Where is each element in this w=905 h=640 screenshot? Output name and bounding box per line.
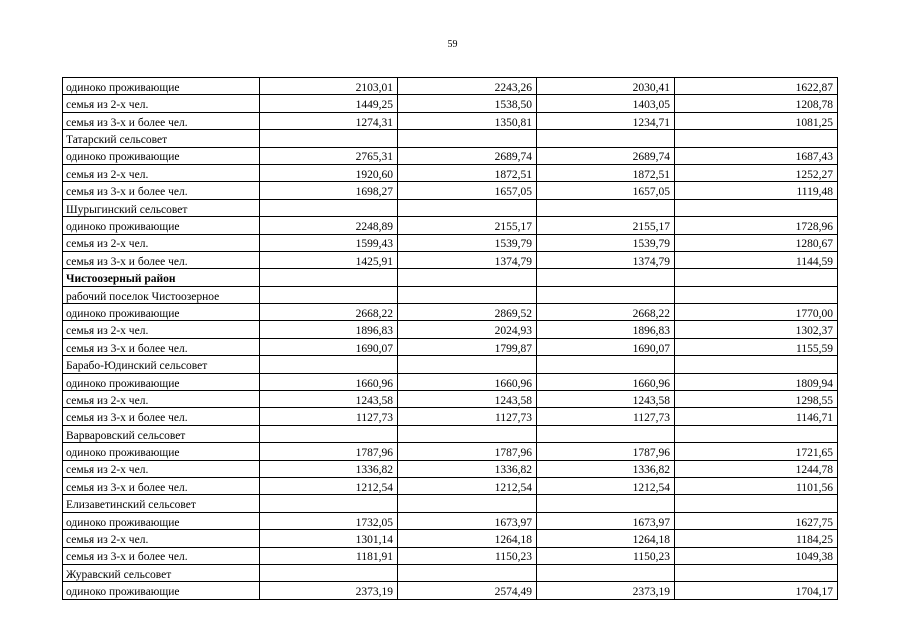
section-header-row bbox=[63, 564, 838, 581]
value-cell: 1336,82 bbox=[537, 460, 675, 477]
value-cell: 2155,17 bbox=[537, 217, 675, 234]
cost-table bbox=[62, 77, 838, 600]
row-label: семья из 3-х и более чел. bbox=[63, 477, 260, 494]
value-cell: 1264,18 bbox=[537, 530, 675, 547]
value-cell: 1243,58 bbox=[537, 391, 675, 408]
value-cell: 1622,87 bbox=[675, 78, 838, 95]
value-cell: 1787,96 bbox=[260, 443, 398, 460]
value-cell: 1660,96 bbox=[537, 373, 675, 390]
value-cell: 1539,79 bbox=[398, 234, 537, 251]
value-cell: 1244,78 bbox=[675, 460, 838, 477]
row-label: семья из 3-х и более чел. bbox=[63, 112, 260, 129]
section-header-row bbox=[63, 425, 838, 442]
value-cell: 1049,38 bbox=[675, 547, 838, 564]
value-cell: 1150,23 bbox=[398, 547, 537, 564]
value-cell: 1119,48 bbox=[675, 182, 838, 199]
value-cell: 1350,81 bbox=[398, 112, 537, 129]
value-cell bbox=[537, 356, 675, 373]
value-cell: 2668,22 bbox=[537, 304, 675, 321]
value-cell: 1872,51 bbox=[537, 164, 675, 181]
value-cell bbox=[398, 356, 537, 373]
value-cell bbox=[260, 286, 398, 303]
value-cell bbox=[675, 425, 838, 442]
value-cell bbox=[260, 269, 398, 286]
value-cell bbox=[398, 495, 537, 512]
value-cell: 1301,14 bbox=[260, 530, 398, 547]
value-cell: 1627,75 bbox=[675, 512, 838, 529]
value-cell: 1184,25 bbox=[675, 530, 838, 547]
row-label: Варваровский сельсовет bbox=[63, 425, 260, 442]
value-cell: 1336,82 bbox=[260, 460, 398, 477]
value-cell: 1690,07 bbox=[537, 338, 675, 355]
value-cell bbox=[537, 425, 675, 442]
value-cell: 1728,96 bbox=[675, 217, 838, 234]
row-label: Татарский сельсовет bbox=[63, 130, 260, 147]
value-cell: 1264,18 bbox=[398, 530, 537, 547]
value-cell bbox=[398, 425, 537, 442]
value-cell: 1704,17 bbox=[675, 582, 838, 599]
row-label: семья из 2-х чел. bbox=[63, 530, 260, 547]
value-cell: 1146,71 bbox=[675, 408, 838, 425]
value-cell: 1896,83 bbox=[260, 321, 398, 338]
table-row bbox=[63, 373, 838, 390]
value-cell: 1212,54 bbox=[260, 477, 398, 494]
table-row bbox=[63, 304, 838, 321]
value-cell bbox=[398, 199, 537, 216]
value-cell: 1243,58 bbox=[260, 391, 398, 408]
value-cell bbox=[675, 356, 838, 373]
value-cell: 1302,37 bbox=[675, 321, 838, 338]
row-label: Шурыгинский сельсовет bbox=[63, 199, 260, 216]
value-cell: 2103,01 bbox=[260, 78, 398, 95]
value-cell: 1150,23 bbox=[537, 547, 675, 564]
value-cell: 2689,74 bbox=[398, 147, 537, 164]
section-header-row bbox=[63, 286, 838, 303]
row-label: семья из 2-х чел. bbox=[63, 95, 260, 112]
value-cell: 1374,79 bbox=[537, 251, 675, 268]
value-cell: 1127,73 bbox=[537, 408, 675, 425]
value-cell: 1787,96 bbox=[537, 443, 675, 460]
value-cell: 1212,54 bbox=[398, 477, 537, 494]
value-cell: 1298,55 bbox=[675, 391, 838, 408]
value-cell: 1698,27 bbox=[260, 182, 398, 199]
value-cell: 2373,19 bbox=[537, 582, 675, 599]
value-cell: 1538,50 bbox=[398, 95, 537, 112]
value-cell: 1425,91 bbox=[260, 251, 398, 268]
value-cell: 1721,65 bbox=[675, 443, 838, 460]
table-row bbox=[63, 234, 838, 251]
value-cell: 1673,97 bbox=[398, 512, 537, 529]
value-cell: 1081,25 bbox=[675, 112, 838, 129]
value-cell bbox=[398, 564, 537, 581]
row-label: семья из 2-х чел. bbox=[63, 321, 260, 338]
value-cell bbox=[537, 199, 675, 216]
value-cell bbox=[537, 495, 675, 512]
value-cell: 1127,73 bbox=[398, 408, 537, 425]
value-cell: 2030,41 bbox=[537, 78, 675, 95]
table-row bbox=[63, 182, 838, 199]
row-label: одиноко проживающие bbox=[63, 304, 260, 321]
value-cell: 1208,78 bbox=[675, 95, 838, 112]
value-cell: 1809,94 bbox=[675, 373, 838, 390]
row-label: семья из 3-х и более чел. bbox=[63, 251, 260, 268]
table-row bbox=[63, 338, 838, 355]
row-label: семья из 2-х чел. bbox=[63, 164, 260, 181]
value-cell: 1403,05 bbox=[537, 95, 675, 112]
value-cell: 1920,60 bbox=[260, 164, 398, 181]
value-cell: 1657,05 bbox=[537, 182, 675, 199]
value-cell: 1212,54 bbox=[537, 477, 675, 494]
row-label: рабочий поселок Чистоозерное bbox=[63, 286, 260, 303]
value-cell: 2689,74 bbox=[537, 147, 675, 164]
row-label: одиноко проживающие bbox=[63, 217, 260, 234]
table-row bbox=[63, 547, 838, 564]
value-cell: 2574,49 bbox=[398, 582, 537, 599]
value-cell bbox=[260, 199, 398, 216]
table-body bbox=[63, 78, 838, 600]
row-label: семья из 3-х и более чел. bbox=[63, 408, 260, 425]
table-row bbox=[63, 95, 838, 112]
table-row bbox=[63, 251, 838, 268]
value-cell: 1687,43 bbox=[675, 147, 838, 164]
table-row bbox=[63, 112, 838, 129]
row-label: семья из 3-х и более чел. bbox=[63, 338, 260, 355]
value-cell bbox=[537, 286, 675, 303]
table-row bbox=[63, 391, 838, 408]
value-cell bbox=[260, 356, 398, 373]
table-row bbox=[63, 530, 838, 547]
value-cell: 1787,96 bbox=[398, 443, 537, 460]
table-row bbox=[63, 582, 838, 599]
table-row bbox=[63, 147, 838, 164]
value-cell: 1799,87 bbox=[398, 338, 537, 355]
row-label: одиноко проживающие bbox=[63, 443, 260, 460]
value-cell: 1374,79 bbox=[398, 251, 537, 268]
value-cell bbox=[398, 286, 537, 303]
page-number: 59 bbox=[447, 39, 458, 50]
table-row bbox=[63, 321, 838, 338]
value-cell: 2373,19 bbox=[260, 582, 398, 599]
row-label: одиноко проживающие bbox=[63, 147, 260, 164]
value-cell: 1673,97 bbox=[537, 512, 675, 529]
value-cell: 1539,79 bbox=[537, 234, 675, 251]
value-cell bbox=[537, 130, 675, 147]
row-label: Барабо-Юдинский сельсовет bbox=[63, 356, 260, 373]
value-cell bbox=[675, 564, 838, 581]
value-cell: 2155,17 bbox=[398, 217, 537, 234]
value-cell bbox=[675, 495, 838, 512]
value-cell bbox=[675, 130, 838, 147]
value-cell: 1280,67 bbox=[675, 234, 838, 251]
value-cell: 1770,00 bbox=[675, 304, 838, 321]
value-cell bbox=[537, 564, 675, 581]
row-label: семья из 2-х чел. bbox=[63, 460, 260, 477]
value-cell bbox=[260, 495, 398, 512]
row-label: одиноко проживающие bbox=[63, 78, 260, 95]
value-cell: 1690,07 bbox=[260, 338, 398, 355]
section-header-row bbox=[63, 495, 838, 512]
table-row bbox=[63, 477, 838, 494]
row-label: одиноко проживающие bbox=[63, 512, 260, 529]
value-cell: 1660,96 bbox=[398, 373, 537, 390]
value-cell: 1127,73 bbox=[260, 408, 398, 425]
section-header-row bbox=[63, 356, 838, 373]
value-cell: 2248,89 bbox=[260, 217, 398, 234]
row-label: семья из 3-х и более чел. bbox=[63, 547, 260, 564]
value-cell bbox=[260, 130, 398, 147]
row-label: семья из 2-х чел. bbox=[63, 234, 260, 251]
value-cell: 1155,59 bbox=[675, 338, 838, 355]
row-label: Чистоозерный район bbox=[63, 269, 260, 286]
table-row bbox=[63, 460, 838, 477]
table-row bbox=[63, 512, 838, 529]
value-cell: 1234,71 bbox=[537, 112, 675, 129]
section-header-row bbox=[63, 130, 838, 147]
value-cell: 1144,59 bbox=[675, 251, 838, 268]
value-cell: 1252,27 bbox=[675, 164, 838, 181]
value-cell bbox=[675, 286, 838, 303]
value-cell: 1657,05 bbox=[398, 182, 537, 199]
value-cell: 2869,52 bbox=[398, 304, 537, 321]
district-header-row bbox=[63, 269, 838, 286]
value-cell bbox=[537, 269, 675, 286]
value-cell: 1872,51 bbox=[398, 164, 537, 181]
value-cell bbox=[675, 269, 838, 286]
table-row bbox=[63, 217, 838, 234]
value-cell: 1732,05 bbox=[260, 512, 398, 529]
value-cell: 1336,82 bbox=[398, 460, 537, 477]
value-cell: 2243,26 bbox=[398, 78, 537, 95]
table-row bbox=[63, 443, 838, 460]
value-cell: 1660,96 bbox=[260, 373, 398, 390]
row-label: семья из 2-х чел. bbox=[63, 391, 260, 408]
value-cell bbox=[398, 130, 537, 147]
row-label: Елизаветинский сельсовет bbox=[63, 495, 260, 512]
value-cell bbox=[398, 269, 537, 286]
section-header-row bbox=[63, 199, 838, 216]
row-label: семья из 3-х и более чел. bbox=[63, 182, 260, 199]
value-cell bbox=[675, 199, 838, 216]
value-cell: 1101,56 bbox=[675, 477, 838, 494]
value-cell: 1274,31 bbox=[260, 112, 398, 129]
table-row bbox=[63, 408, 838, 425]
row-label: Журавский сельсовет bbox=[63, 564, 260, 581]
value-cell: 1181,91 bbox=[260, 547, 398, 564]
value-cell: 2668,22 bbox=[260, 304, 398, 321]
value-cell: 1449,25 bbox=[260, 95, 398, 112]
value-cell: 1243,58 bbox=[398, 391, 537, 408]
value-cell bbox=[260, 564, 398, 581]
value-cell: 2765,31 bbox=[260, 147, 398, 164]
value-cell bbox=[260, 425, 398, 442]
value-cell: 1599,43 bbox=[260, 234, 398, 251]
table-row bbox=[63, 164, 838, 181]
row-label: одиноко проживающие bbox=[63, 582, 260, 599]
value-cell: 2024,93 bbox=[398, 321, 537, 338]
row-label: одиноко проживающие bbox=[63, 373, 260, 390]
value-cell: 1896,83 bbox=[537, 321, 675, 338]
table-row bbox=[63, 78, 838, 95]
